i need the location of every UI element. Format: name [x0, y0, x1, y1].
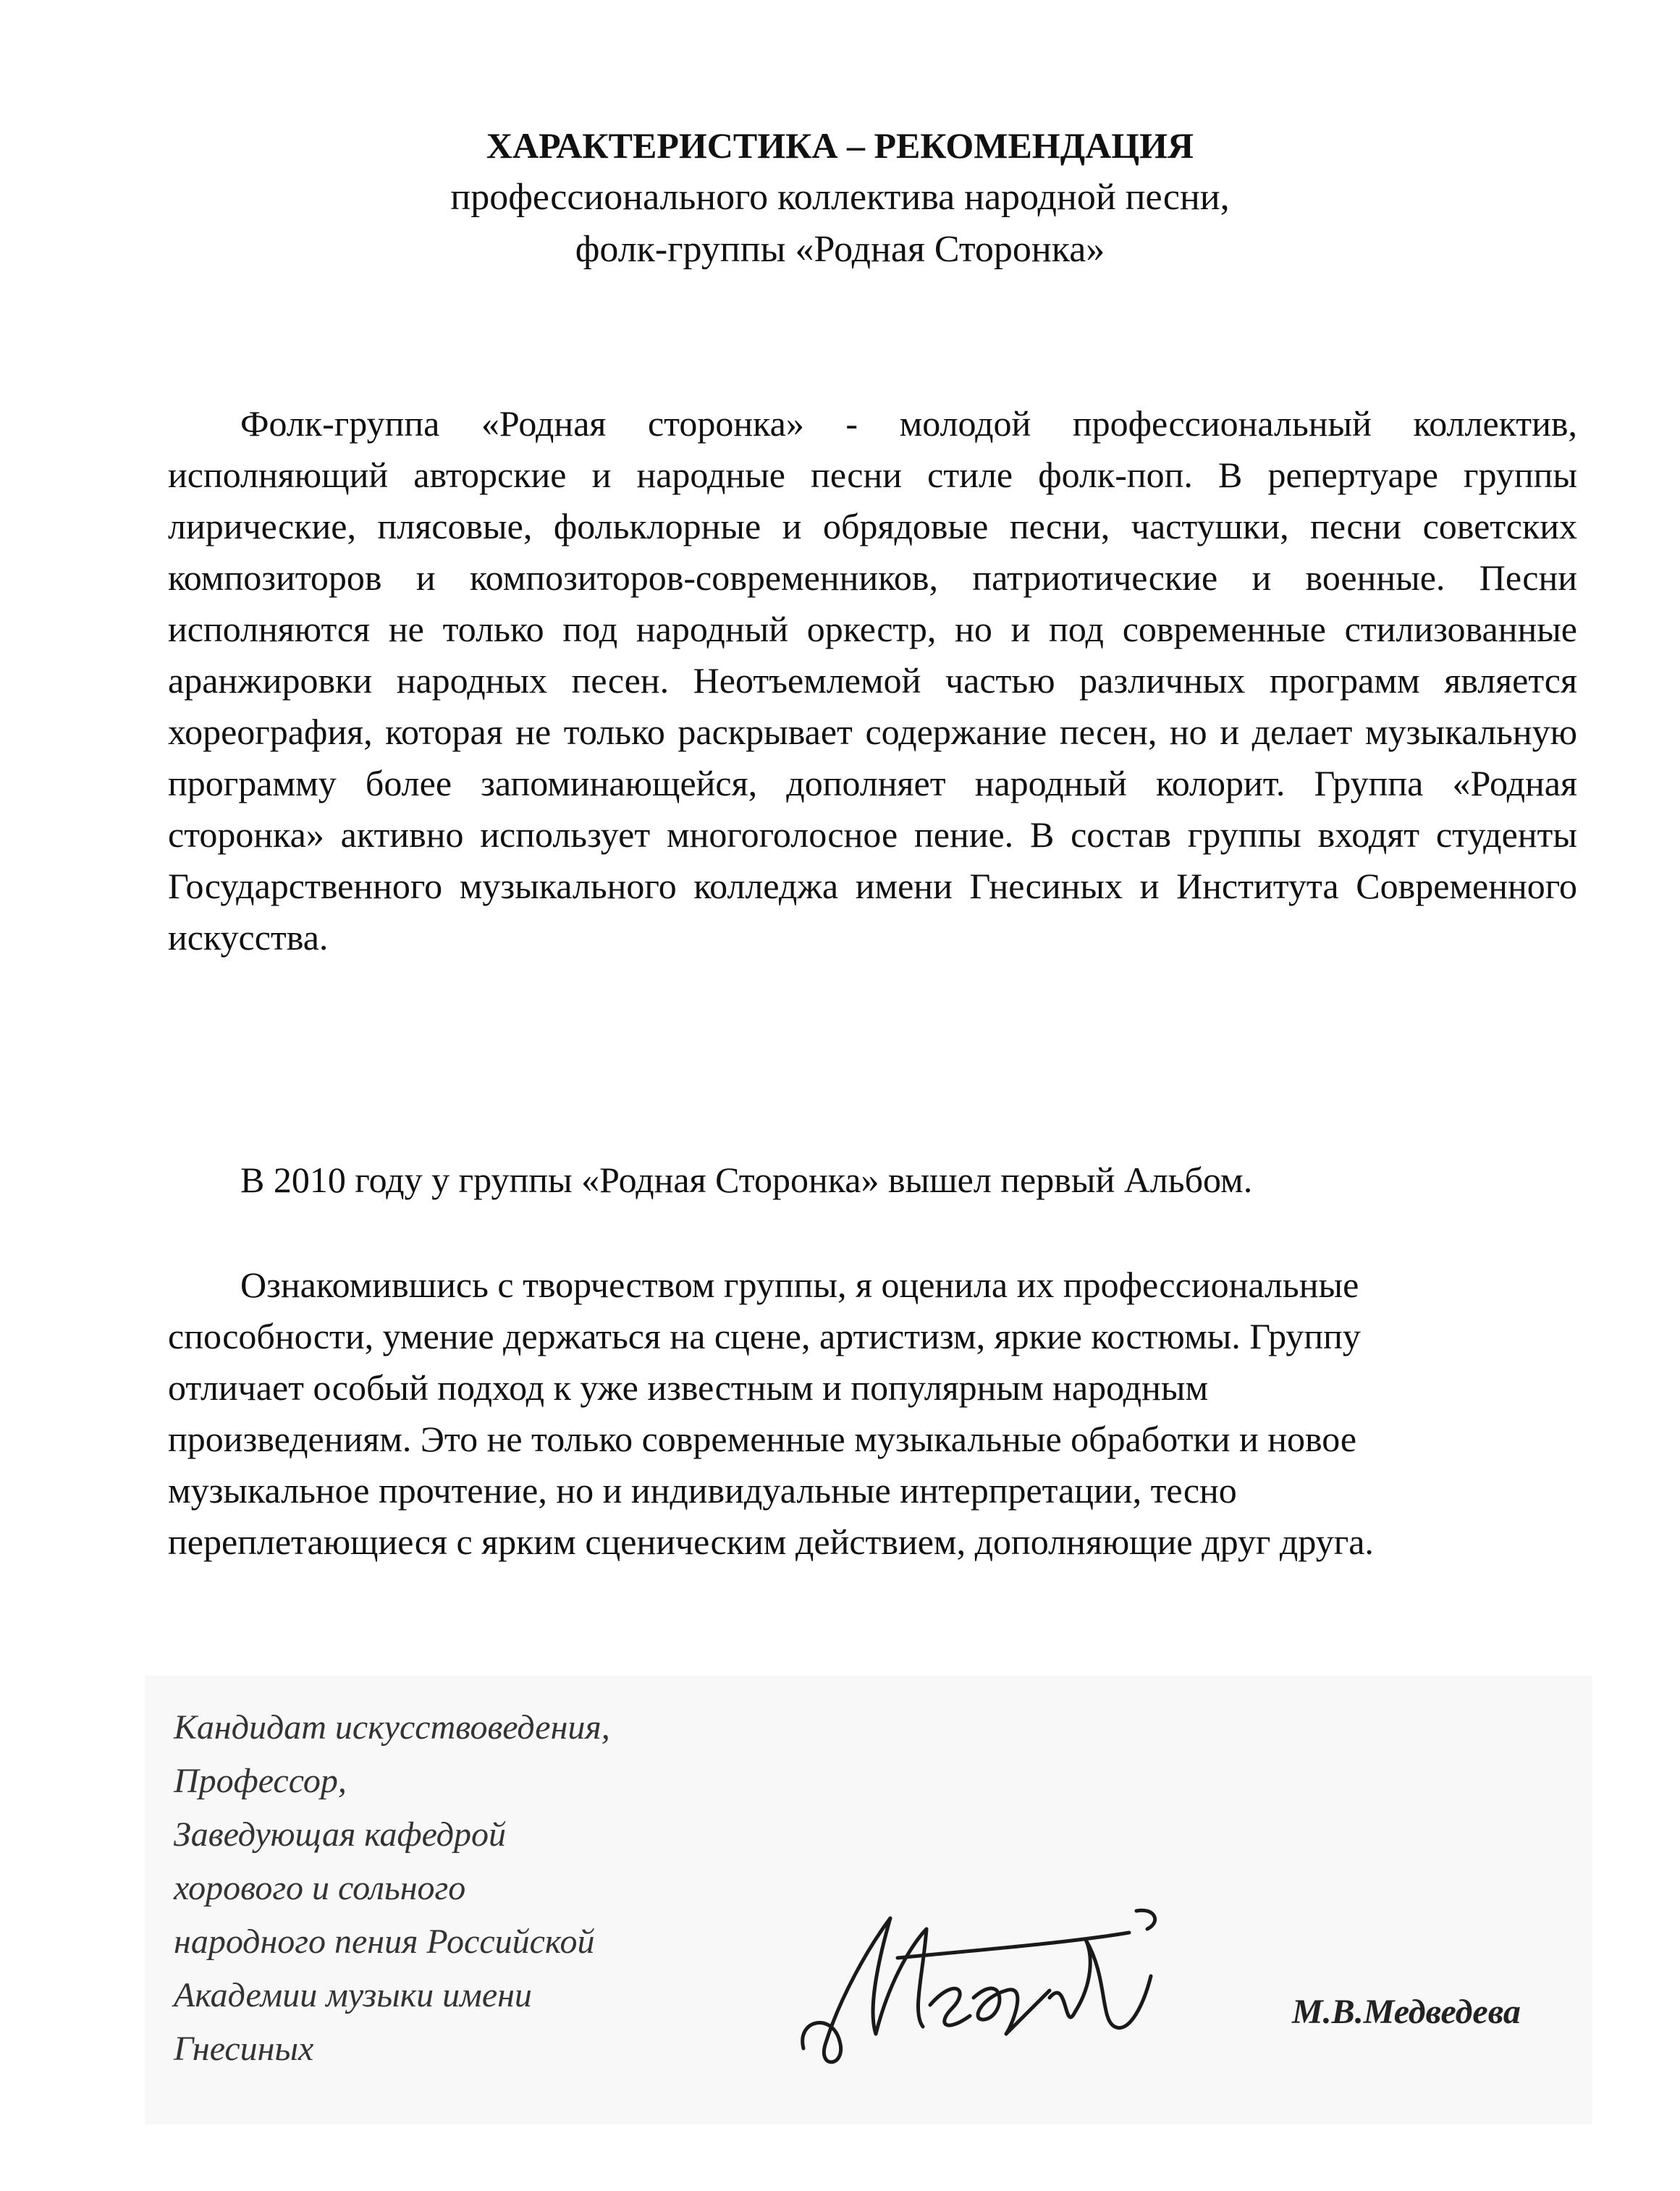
evaluation-line: отличает особый подход к уже известным и популярным народным [168, 1367, 1209, 1408]
evaluation-line: музыкальное прочтение, но и индивидуальные интерпретации, тесно [168, 1470, 1237, 1511]
paragraph-album: В 2010 году у группы «Родная Сторонка» вышел первый Альбом. [240, 1160, 1253, 1200]
paragraph-evaluation [168, 1259, 1577, 1568]
header [0, 119, 1680, 276]
paragraph-description: Фолк-группа «Родная сторонка» - молодой профессиональный коллектив, исполняющий авторские и народные песни стиле фолк-поп. В репертуаре группы лирические, плясовые, фольклорные и обрядовые песни, частушки, песни советских композиторов и композиторов-современников, патриотические и военные. Песни исполняются не только под народный оркестр, но и под современные стилизованные аранжировки народных песен. Неотъемлемой частью различных программ является хореография, которая не только раскрывает содержание песен, но и делает музыкальную программу более запоминающейся, дополняет народный колорит. Группа «Родная сторонка» активно использует многоголосное пение. В состав группы входят студенты Государственного музыкального колледжа имени Гнесиных и Института Современного искусства. [168, 403, 1577, 958]
credential-line: Заведующая кафедрой [174, 1815, 506, 1854]
credential-line: народного пения Российской [174, 1922, 595, 1961]
credential-line: Гнесиных [174, 2030, 314, 2068]
signer-credentials [174, 1701, 610, 2076]
evaluation-line: произведениям. Это не только современные музыкальные обработки и новое [168, 1419, 1357, 1459]
handwritten-signature [789, 1889, 1180, 2077]
credential-line: Академии музыки имени [174, 1976, 532, 2014]
credential-line: Профессор, [174, 1762, 347, 1800]
evaluation-line: переплетающиеся с ярким сценическим действием, дополняющие друг друга. [168, 1521, 1374, 1562]
evaluation-line: способности, умение держаться на сцене, артистизм, яркие костюмы. Группу [168, 1316, 1361, 1356]
credential-line: Кандидат искусствоведения, [174, 1708, 610, 1747]
evaluation-line: Ознакомившись с творчеством группы, я оценила их профессиональные [240, 1265, 1359, 1305]
document-title: ХАРАКТЕРИСТИКА – РЕКОМЕНДАЦИЯ [486, 125, 1194, 166]
credential-line: хорового и сольного [174, 1869, 466, 1907]
signer-name: М.В.Медведева [1292, 1993, 1521, 2031]
document-subtitle-line-2: фолк-группы «Родная Сторонка» [575, 229, 1105, 270]
document-subtitle-line-1: профессионального коллектива народной песни, [450, 177, 1230, 218]
